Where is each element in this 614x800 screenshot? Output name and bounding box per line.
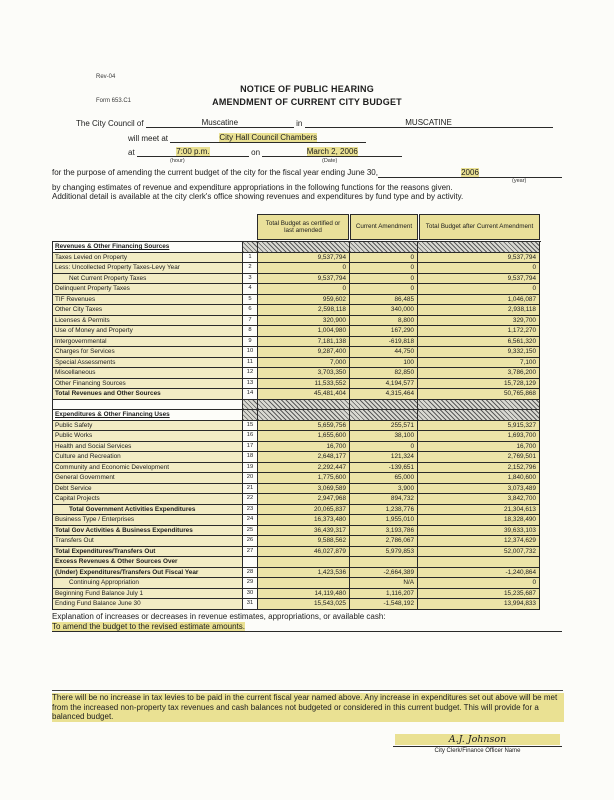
value-certified: 3,069,589 [258, 484, 350, 495]
value-current-amendment: 65,000 [350, 473, 418, 484]
value-current-amendment: 894,732 [350, 494, 418, 505]
table-row [53, 389, 541, 400]
row-number: 10 [243, 347, 258, 358]
row-label: TIF Revenues [53, 295, 243, 306]
table-row [53, 400, 541, 411]
value-current-amendment: 3,193,786 [350, 526, 418, 537]
value-certified: 16,373,480 [258, 515, 350, 526]
value-current-amendment: 255,571 [350, 421, 418, 432]
value-certified [258, 557, 350, 568]
table-row [53, 568, 541, 579]
header-spacer [52, 214, 257, 240]
table-row [53, 295, 541, 306]
row-number: 11 [243, 358, 258, 369]
value-current-amendment: -1,548,192 [350, 599, 418, 610]
value-current-amendment: 44,750 [350, 347, 418, 358]
value-after-amendment: 2,152,796 [418, 463, 540, 474]
row-number: 13 [243, 379, 258, 390]
value-certified: 2,598,118 [258, 305, 350, 316]
value-current-amendment: 0 [350, 284, 418, 295]
time-text: 7:00 p.m. [176, 147, 210, 156]
value-current-amendment: 5,979,853 [350, 547, 418, 558]
value-certified: 9,537,794 [258, 253, 350, 264]
explanation-label: Explanation of increases or decreases in revenue estimates, appropriations, or available cash: [52, 612, 386, 621]
table-row [53, 368, 541, 379]
value-certified: 9,287,400 [258, 347, 350, 358]
value-current-amendment [350, 400, 418, 411]
row-number: 3 [243, 274, 258, 285]
row-label: Ending Fund Balance June 30 [53, 599, 243, 610]
table-row [53, 515, 541, 526]
value-current-amendment: 2,786,067 [350, 536, 418, 547]
value-certified: 2,947,968 [258, 494, 350, 505]
row-label: Intergovernmental [53, 337, 243, 348]
row-number: 28 [243, 568, 258, 579]
meeting-time-line [128, 147, 402, 157]
value-current-amendment: 167,290 [350, 326, 418, 337]
row-number: 8 [243, 326, 258, 337]
row-label: (Under) Expenditures/Transfers Out Fiscal Year [53, 568, 243, 579]
table-row [53, 484, 541, 495]
row-label: Delinquent Property Taxes [53, 284, 243, 295]
value-current-amendment: 8,800 [350, 316, 418, 327]
value-after-amendment: 3,842,700 [418, 494, 540, 505]
row-label: Revenues & Other Financing Sources [53, 242, 243, 253]
value-after-amendment: 2,938,118 [418, 305, 540, 316]
value-after-amendment: 0 [418, 578, 540, 589]
date-caption: (Date) [322, 158, 338, 164]
value-certified: 320,900 [258, 316, 350, 327]
location-text: City Hall Council Chambers [219, 133, 318, 142]
col-header-certified: Total Budget as certified or last amended [257, 214, 349, 240]
row-number [243, 242, 258, 253]
table-row [53, 505, 541, 516]
value-after-amendment [418, 410, 540, 421]
value-after-amendment: 0 [418, 263, 540, 274]
row-number: 26 [243, 536, 258, 547]
row-number: 27 [243, 547, 258, 558]
table-row [53, 526, 541, 537]
row-label: Other City Taxes [53, 305, 243, 316]
value-certified: 2,292,447 [258, 463, 350, 474]
value-certified: 0 [258, 284, 350, 295]
row-number: 22 [243, 494, 258, 505]
row-number: 18 [243, 452, 258, 463]
value-certified: 36,439,317 [258, 526, 350, 537]
row-label: Community and Economic Development [53, 463, 243, 474]
row-number: 12 [243, 368, 258, 379]
city-name-text: Muscatine [201, 118, 239, 127]
table-row [53, 473, 541, 484]
reason-text: by changing estimates of revenue and expenditure appropriations in the following functions for the reasons given. [52, 183, 453, 192]
row-label: Miscellaneous [53, 368, 243, 379]
row-label: Public Works [53, 431, 243, 442]
page-title: NOTICE OF PUBLIC HEARING [240, 84, 374, 94]
value-current-amendment [350, 242, 418, 253]
value-certified: 9,537,794 [258, 274, 350, 285]
value-certified: 15,543,025 [258, 599, 350, 610]
value-after-amendment: 6,561,320 [418, 337, 540, 348]
value-after-amendment: 3,073,489 [418, 484, 540, 495]
table-row [53, 358, 541, 369]
row-number: 17 [243, 442, 258, 453]
table-header-row [52, 214, 541, 240]
table-row [53, 578, 541, 589]
county-name-text: MUSCATINE [405, 118, 452, 127]
row-label: Expenditures & Other Financing Uses [53, 410, 243, 421]
row-number: 23 [243, 505, 258, 516]
city-name-field [146, 118, 294, 128]
row-label [53, 400, 243, 411]
table-row [53, 421, 541, 432]
value-after-amendment: 7,100 [418, 358, 540, 369]
signature-line [393, 746, 562, 747]
row-label: Health and Social Services [53, 442, 243, 453]
value-after-amendment: 9,537,794 [418, 274, 540, 285]
row-number: 15 [243, 421, 258, 432]
value-after-amendment: 12,374,629 [418, 536, 540, 547]
row-label: Excess Revenues & Other Sources Over [53, 557, 243, 568]
table-row [53, 379, 541, 390]
signature-name: A.J. Johnson [395, 734, 560, 745]
row-label: Total Revenues and Other Sources [53, 389, 243, 400]
value-after-amendment: 1,840,600 [418, 473, 540, 484]
row-label: Transfers Out [53, 536, 243, 547]
row-number: 4 [243, 284, 258, 295]
explanation-line [52, 622, 562, 632]
on-word-text: on [251, 148, 261, 157]
table-row [53, 347, 541, 358]
row-number: 19 [243, 463, 258, 474]
purpose-line [52, 168, 562, 178]
year-field [378, 168, 562, 178]
value-certified: 7,181,138 [258, 337, 350, 348]
value-after-amendment: 9,537,794 [418, 253, 540, 264]
row-label: Public Safety [53, 421, 243, 432]
value-after-amendment: 13,994,833 [418, 599, 540, 610]
value-current-amendment [350, 410, 418, 421]
value-certified: 9,588,562 [258, 536, 350, 547]
date-field [262, 147, 402, 157]
date-text: March 2, 2006 [306, 147, 358, 156]
value-after-amendment: 1,172,270 [418, 326, 540, 337]
table-row [53, 452, 541, 463]
value-after-amendment: 1,693,700 [418, 431, 540, 442]
row-number: 9 [243, 337, 258, 348]
value-current-amendment: 4,194,577 [350, 379, 418, 390]
row-number: 5 [243, 295, 258, 306]
table-row [53, 557, 541, 568]
value-certified: 1,655,600 [258, 431, 350, 442]
row-label: Total Government Activities Expenditures [53, 505, 243, 516]
value-after-amendment: 39,633,103 [418, 526, 540, 537]
value-after-amendment: 15,728,129 [418, 379, 540, 390]
value-certified: 46,027,879 [258, 547, 350, 558]
value-certified: 14,119,480 [258, 589, 350, 600]
value-after-amendment: 5,915,327 [418, 421, 540, 432]
value-after-amendment: 1,046,087 [418, 295, 540, 306]
value-certified [258, 410, 350, 421]
table-row [53, 442, 541, 453]
value-current-amendment: 4,315,464 [350, 389, 418, 400]
row-label: Continuing Appropriation [53, 578, 243, 589]
table-row [53, 263, 541, 274]
budget-table-body [52, 241, 541, 610]
row-label: Debt Service [53, 484, 243, 495]
at-word-text: at [128, 148, 135, 157]
value-current-amendment: 0 [350, 253, 418, 264]
row-label: Capital Projects [53, 494, 243, 505]
value-certified: 1,423,536 [258, 568, 350, 579]
value-after-amendment: 15,235,687 [418, 589, 540, 600]
value-current-amendment [350, 557, 418, 568]
value-certified: 2,648,177 [258, 452, 350, 463]
row-number [243, 557, 258, 568]
value-after-amendment: 16,700 [418, 442, 540, 453]
form-revision-label: Rev-04 [96, 74, 116, 80]
value-current-amendment: -2,664,389 [350, 568, 418, 579]
value-certified: 11,533,552 [258, 379, 350, 390]
table-row [53, 337, 541, 348]
value-current-amendment: 82,850 [350, 368, 418, 379]
meeting-place-line [128, 133, 366, 143]
signature-caption: City Clerk/Finance Officer Name [434, 748, 521, 754]
row-label: General Government [53, 473, 243, 484]
row-label: Total Gov Activities & Business Expenditures [53, 526, 243, 537]
table-row [53, 463, 541, 474]
table-row [53, 326, 541, 337]
row-number: 25 [243, 526, 258, 537]
row-number: 31 [243, 599, 258, 610]
value-current-amendment: 340,000 [350, 305, 418, 316]
hour-caption: (hour) [170, 158, 185, 164]
year-caption: (year) [512, 178, 527, 184]
value-after-amendment [418, 557, 540, 568]
value-after-amendment: 9,332,150 [418, 347, 540, 358]
value-certified: 20,065,837 [258, 505, 350, 516]
value-certified [258, 242, 350, 253]
row-label: Other Financing Sources [53, 379, 243, 390]
table-row [53, 410, 541, 421]
value-current-amendment: 3,900 [350, 484, 418, 495]
value-current-amendment: 100 [350, 358, 418, 369]
table-row [53, 589, 541, 600]
table-row [53, 536, 541, 547]
time-field [137, 147, 249, 157]
row-label: Beginning Fund Balance July 1 [53, 589, 243, 600]
table-row [53, 599, 541, 610]
value-certified: 0 [258, 263, 350, 274]
value-after-amendment: 0 [418, 284, 540, 295]
page-subtitle: AMENDMENT OF CURRENT CITY BUDGET [212, 97, 402, 107]
value-certified [258, 400, 350, 411]
location-field [170, 133, 366, 143]
row-number: 21 [243, 484, 258, 495]
value-current-amendment: -619,818 [350, 337, 418, 348]
row-label: Culture and Recreation [53, 452, 243, 463]
budget-table [52, 214, 541, 610]
table-row [53, 547, 541, 558]
value-current-amendment: 0 [350, 274, 418, 285]
value-certified: 1,775,600 [258, 473, 350, 484]
col-header-current-amendment: Current Amendment [350, 214, 418, 240]
row-number: 6 [243, 305, 258, 316]
table-row [53, 253, 541, 264]
value-after-amendment: 52,007,732 [418, 547, 540, 558]
row-number: 24 [243, 515, 258, 526]
in-word-text: in [296, 119, 303, 128]
row-number: 20 [243, 473, 258, 484]
row-number: 7 [243, 316, 258, 327]
value-after-amendment [418, 242, 540, 253]
row-label: Special Assessments [53, 358, 243, 369]
row-number: 14 [243, 389, 258, 400]
table-row [53, 284, 541, 295]
row-label: Charges for Services [53, 347, 243, 358]
purpose-text: for the purpose of amending the current budget of the city for the fiscal year ending June 30, [52, 168, 378, 177]
council-line [76, 118, 553, 128]
row-label: Business Type / Enterprises [53, 515, 243, 526]
value-current-amendment: 38,100 [350, 431, 418, 442]
value-current-amendment: 0 [350, 442, 418, 453]
value-current-amendment: 86,485 [350, 295, 418, 306]
council-prefix-text: The City Council of [76, 119, 144, 128]
value-after-amendment: 50,765,868 [418, 389, 540, 400]
table-row [53, 305, 541, 316]
footer-paragraph: There will be no increase in tax levies to be paid in the current fiscal year named above. Any increase in expenditures set out above will be met from the increased non-property tax revenues and cash balances not budgeted or considered in this current budget. This will provide for a balanced budget. [52, 693, 564, 722]
value-certified: 959,602 [258, 295, 350, 306]
row-number: 2 [243, 263, 258, 274]
county-name-field [305, 118, 553, 128]
value-after-amendment: -1,240,864 [418, 568, 540, 579]
row-number: 16 [243, 431, 258, 442]
form-number-label: Form 653.C1 [96, 98, 132, 104]
explanation-text: To amend the budget to the revised estimate amounts. [52, 622, 246, 631]
value-certified: 5,659,756 [258, 421, 350, 432]
row-label: Total Expenditures/Transfers Out [53, 547, 243, 558]
value-after-amendment [418, 400, 540, 411]
value-certified: 16,700 [258, 442, 350, 453]
row-label: Net Current Property Taxes [53, 274, 243, 285]
value-after-amendment: 2,769,501 [418, 452, 540, 463]
detail-text: Additional detail is available at the city clerk's office showing revenues and expenditures by fund type and by activity. [52, 192, 464, 201]
value-certified: 1,004,980 [258, 326, 350, 337]
value-after-amendment: 18,328,490 [418, 515, 540, 526]
row-number [243, 400, 258, 411]
row-label: Taxes Levied on Property [53, 253, 243, 264]
year-text: 2006 [461, 168, 479, 177]
value-current-amendment: -139,651 [350, 463, 418, 474]
table-row [53, 242, 541, 253]
value-certified: 3,703,350 [258, 368, 350, 379]
col-header-after-amendment: Total Budget after Current Amendment [419, 214, 540, 240]
value-current-amendment: 1,116,207 [350, 589, 418, 600]
table-row [53, 494, 541, 505]
row-label: Less: Uncollected Property Taxes-Levy Year [53, 263, 243, 274]
row-number: 29 [243, 578, 258, 589]
table-row [53, 316, 541, 327]
table-row [53, 431, 541, 442]
value-current-amendment: 121,324 [350, 452, 418, 463]
value-current-amendment: 1,955,010 [350, 515, 418, 526]
row-number [243, 410, 258, 421]
value-current-amendment: 0 [350, 263, 418, 274]
value-after-amendment: 329,700 [418, 316, 540, 327]
value-certified: 45,481,404 [258, 389, 350, 400]
meet-prefix-text: will meet at [128, 134, 169, 143]
value-current-amendment: 1,238,776 [350, 505, 418, 516]
value-certified: 7,000 [258, 358, 350, 369]
table-row [53, 274, 541, 285]
value-certified [258, 578, 350, 589]
value-current-amendment: N/A [350, 578, 418, 589]
row-number: 1 [243, 253, 258, 264]
value-after-amendment: 21,304,613 [418, 505, 540, 516]
divider-line [52, 690, 563, 691]
row-label: Licenses & Permits [53, 316, 243, 327]
row-label: Use of Money and Property [53, 326, 243, 337]
row-number: 30 [243, 589, 258, 600]
value-after-amendment: 3,786,200 [418, 368, 540, 379]
